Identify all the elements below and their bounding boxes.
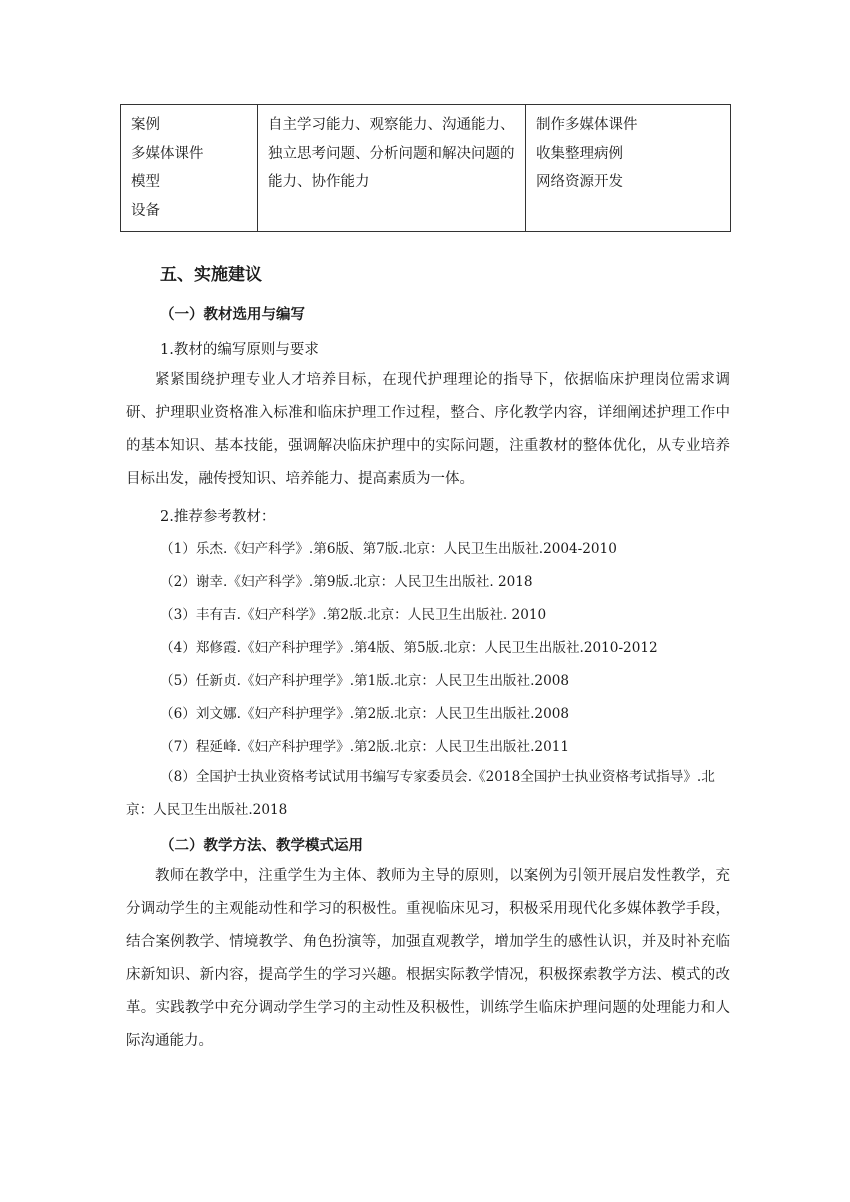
reference-item: （7）程延峰.《妇产科护理学》.第2版.北京：人民卫生出版社.2011 [160, 739, 570, 755]
subsection-heading-materials: （一）教材选用与编写 [160, 306, 305, 323]
cell-line: 收集整理病例 [536, 145, 623, 162]
reference-item: （1）乐杰.《妇产科学》.第6版、第7版.北京：人民卫生出版社.2004-2010 [160, 541, 617, 557]
abilities-cell [258, 105, 526, 232]
reference-item: （6）刘文娜.《妇产科护理学》.第2版.北京：人民卫生出版社.2008 [160, 706, 570, 722]
reference-item: （8）全国护士执业资格考试试用书编写专家委员会.《2018全国护士执业资格考试指导》.北京：人民卫生出版社.2018 [126, 769, 715, 818]
reference-item: （5）任新贞.《妇产科护理学》.第1版.北京：人民卫生出版社.2008 [160, 673, 570, 689]
cell-line: 设备 [131, 202, 160, 219]
reference-item: （2）谢幸.《妇产科学》.第9版.北京：人民卫生出版社. 2018 [160, 574, 533, 590]
cell-line: 网络资源开发 [536, 174, 623, 190]
cell-line: 能力、协作能力 [268, 174, 370, 190]
item-heading: 1.教材的编写原则与要求 [160, 342, 319, 358]
reference-item: （4）郑修霞.《妇产科护理学》.第4版、第5版.北京：人民卫生出版社.2010-2012 [160, 640, 658, 656]
reference-item: （3）丰有吉.《妇产科学》.第2版.北京：人民卫生出版社. 2010 [160, 607, 547, 623]
resources-table [120, 104, 731, 232]
paragraph-compilation-principles: 紧紧围绕护理专业人才培养目标，在现代护理理论的指导下，依据临床护理岗位需求调研、护理职业资格准入标准和临床护理工作过程，整合、序化教学内容，详细阐述护理工作中的基本知识、基本技能，强调解决临床护理中的实际问题，注重教材的整体优化，从专业培养目标出发，融传授知识、培养能力、提高素质为一体。 [126, 372, 730, 487]
section-heading: 五、实施建议 [160, 265, 262, 285]
cell-line: 案例 [131, 117, 160, 133]
paragraph-teaching-methods: 教师在教学中，注重学生为主体、教师为主导的原则，以案例为引领开展启发性教学，充分调动学生的主观能动性和学习的积极性。重视临床见习，积极采用现代化多媒体教学手段，结合案例教学、情境教学、角色扮演等，加强直观教学，增加学生的感性认识，并及时补充临床新知识、新内容，提高学生的学习兴趣。根据实际教学情况，积极探索教学方法、模式的改革。实践教学中充分调动学生学习的主动性及积极性，训练学生临床护理问题的处理能力和人际沟通能力。 [126, 868, 730, 1049]
cell-line: 制作多媒体课件 [536, 117, 638, 133]
cell-line: 自主学习能力、观察能力、沟通能力、 [268, 117, 515, 133]
cell-line: 模型 [131, 174, 160, 190]
cell-line: 多媒体课件 [131, 145, 204, 162]
subsection-heading-methods: （二）教学方法、教学模式运用 [160, 837, 363, 854]
activities-cell [526, 105, 731, 232]
item-heading: 2.推荐参考教材： [160, 509, 276, 525]
cell-line: 独立思考问题、分析问题和解决问题的 [268, 145, 515, 162]
table-row [121, 105, 731, 232]
teaching-resources-cell [121, 105, 258, 232]
